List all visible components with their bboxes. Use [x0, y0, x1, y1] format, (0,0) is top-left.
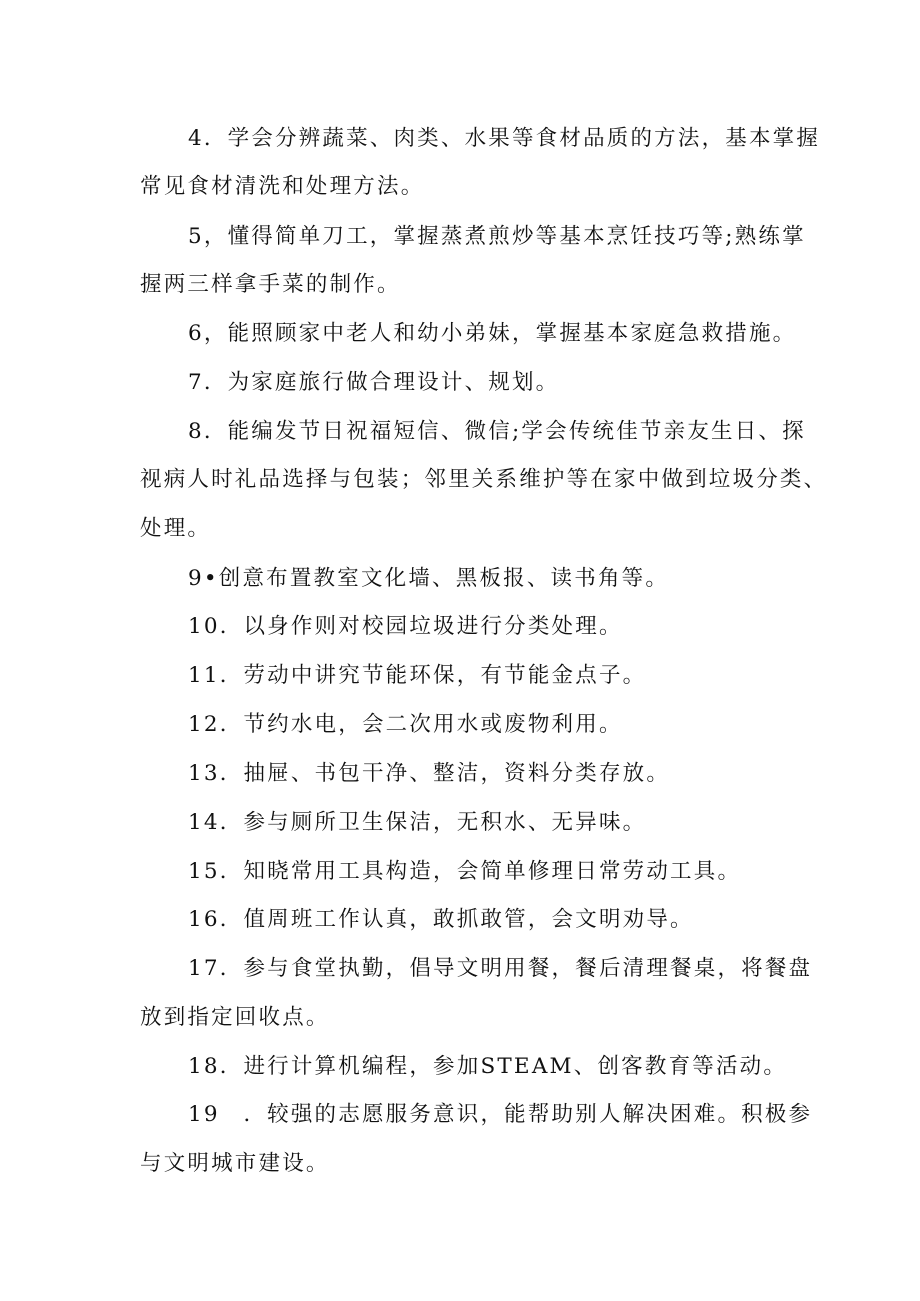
item-13-line-1: 13．抽屉、书包干净、整洁，资料分类存放。 [188, 761, 671, 786]
item-8-line-2: 视病人时礼品选择与包装；邻里关系维护等在家中做到垃圾分类、 [140, 467, 828, 492]
item-9-line-1: 9•创意布置教室文化墙、黑板报、读书角等。 [188, 566, 670, 591]
item-11-line-1: 11．劳动中讲究节能环保，有节能金点子。 [188, 663, 647, 688]
item-14-line-1: 14．参与厕所卫生保洁，无积水、无异味。 [188, 810, 647, 835]
item-16-line-1: 16．值周班工作认真，敢抓敢管，会文明劝导。 [188, 907, 694, 932]
item-19-line-2: 与文明城市建设。 [140, 1151, 330, 1176]
item-6-line-1: 6，能照顾家中老人和幼小弟妹，掌握基本家庭急救措施。 [188, 321, 797, 346]
item-8-line-3: 处理。 [140, 516, 212, 541]
item-5-line-1: 5，懂得简单刀工，掌握蒸煮煎炒等基本烹饪技巧等;熟练掌 [188, 224, 806, 249]
item-7-line-1: 7．为家庭旅行做合理设计、规划。 [188, 370, 560, 395]
item-17-line-2: 放到指定回收点。 [140, 1005, 330, 1030]
item-4-line-1: 4．学会分辨蔬菜、肉类、水果等食材品质的方法，基本掌握 [188, 126, 821, 151]
item-15-line-1: 15．知晓常用工具构造，会简单修理日常劳动工具。 [188, 859, 742, 884]
item-4-line-2: 常见食材清洗和处理方法。 [140, 174, 425, 199]
item-17-line-1: 17．参与食堂执勤，倡导文明用餐，餐后清理餐桌，将餐盘 [188, 956, 813, 981]
item-18-line-1: 18．进行计算机编程，参加STEAM、创客教育等活动。 [188, 1054, 788, 1079]
item-10-line-1: 10．以身作则对校园垃圾进行分类处理。 [188, 614, 623, 639]
item-8-line-1: 8．能编发节日祝福短信、微信;学会传统佳节亲友生日、探 [188, 419, 806, 444]
item-12-line-1: 12．节约水电，会二次用水或废物利用。 [188, 712, 623, 737]
item-19-line-1: 19 ．较强的志愿服务意识，能帮助别人解决困难。积极参 [188, 1102, 813, 1127]
item-5-line-2: 握两三样拿手菜的制作。 [140, 272, 401, 297]
